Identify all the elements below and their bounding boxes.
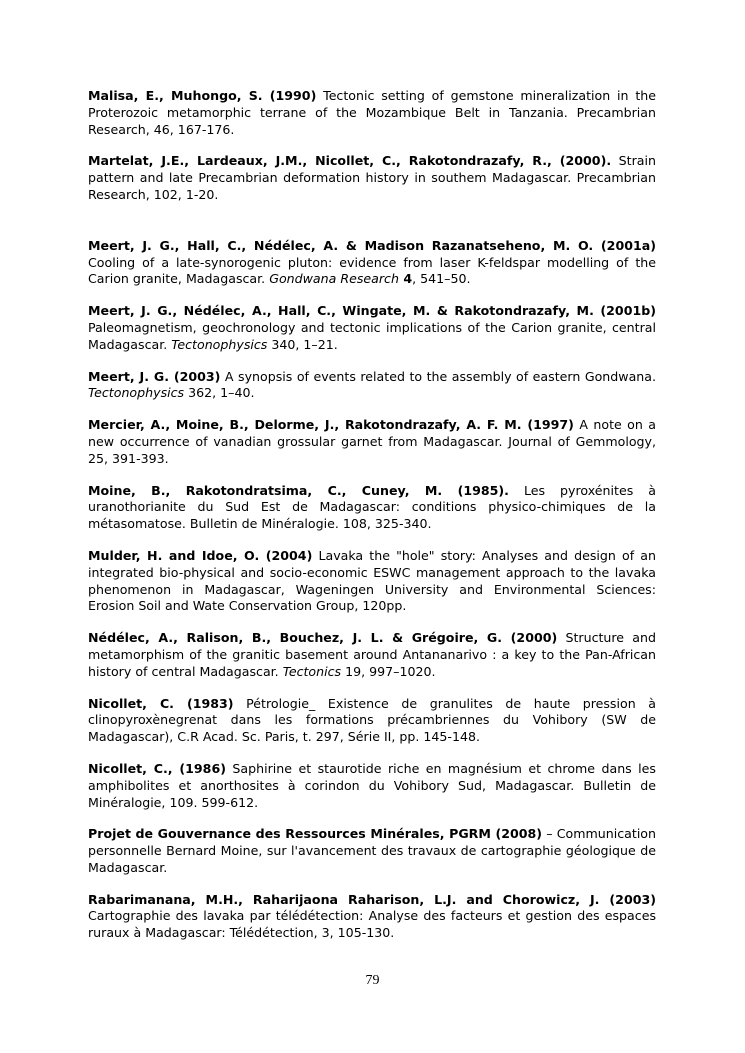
reference-authors: Mulder, H. and Idoe, O. (2004): [88, 547, 313, 563]
reference-text: – Communication personnelle Bernard Moine, sur l'avancement des travaux de cartographie géologique de Madagascar.: [88, 826, 656, 875]
page-number: 79: [365, 973, 380, 988]
reference-authors: Projet de Gouvernance des Ressources Minérales, PGRM (2008): [88, 826, 543, 842]
reference-item: [88, 303, 656, 353]
reference-text: Lavaka the "hole" story: Analyses and design of an integrated bio-physical and socio-economic ESWC management approach to the lavaka phenomenon in Madagascar, Wageningen University and Environmental Sciences: Erosion Soil and Wate Conservation Group, 120pp.: [88, 547, 656, 614]
reference-text: Les pyroxénites à uranothorianite du Sud Est de Madagascar: conditions physico-chimiques de la métasomatose. Bulletin de Minéralogie. 108, 325-340.: [88, 482, 656, 532]
reference-item: [88, 369, 656, 403]
reference-text: Strain pattern and late Precambrian deformation history in southem Madagascar. Precambrian Research, 102, 1-20.: [88, 153, 656, 202]
reference-item: [88, 88, 656, 138]
reference-item: [88, 630, 656, 680]
reference-journal: Tectonophysics: [88, 385, 185, 401]
reference-text: Saphirine et staurotide riche en magnésium et chrome dans les amphibolites et anorthosites à corindon du Vohibory Sud, Madagascar. Bulletin de Minéralogie, 109. 599-612.: [88, 760, 656, 810]
reference-journal: Tectonics: [282, 663, 342, 679]
reference-item: [88, 238, 656, 288]
reference-authors: Meert, J. G., Hall, C., Nédélec, A. & Madison Razanatseheno, M. O. (2001a): [88, 237, 656, 253]
reference-text: A note on a new occurrence of vanadian grossular garnet from Madagascar. Journal of Gemmology, 25, 391-393.: [88, 417, 657, 466]
reference-item: [88, 826, 656, 876]
reference-authors: Meert, J. G. (2003): [88, 368, 221, 384]
reference-journal: Tectonophysics: [171, 336, 268, 352]
reference-text: Pétrologie_ Existence de granulites de haute pression à clinopyroxènegrenat dans les formations précambriennes du Vohibory (SW de Madagascar), C.R Acad. Sc. Paris, t. 297, Série II, pp. 145-148.: [88, 695, 657, 745]
reference-volume: 4: [398, 271, 413, 287]
reference-pages: 340, 1–21.: [267, 336, 338, 352]
reference-text: Tectonic setting of gemstone mineralization in the Proterozoic metamorphic terrane of the Mozambique Belt in Tanzania. Precambrian Research, 46, 167-176.: [88, 88, 656, 137]
reference-authors: Nicollet, C. (1983): [88, 695, 234, 711]
reference-item: [88, 483, 656, 533]
reference-pages: , 541–50.: [412, 271, 471, 287]
reference-text: Cartographie des lavaka par télédétection: Analyse des facteurs et gestion des espaces ruraux à Madagascar: Télédétection, 3, 105-130.: [88, 908, 656, 941]
reference-authors: Moine, B., Rakotondratsima, C., Cuney, M. (1985).: [88, 482, 509, 498]
reference-item: [88, 892, 656, 942]
reference-text: A synopsis of events related to the assembly of eastern Gondwana.: [220, 368, 656, 384]
reference-authors: Nicollet, C., (1986): [88, 760, 226, 776]
reference-item: [88, 761, 656, 811]
reference-text: Structure and metamorphism of the granitic basement around Antananarivo : a key to the Pan-African history of central Madagascar.: [88, 630, 656, 679]
reference-list: [88, 88, 656, 957]
reference-pages: 362, 1–40.: [184, 385, 255, 401]
reference-authors: Nédélec, A., Ralison, B., Bouchez, J. L. & Grégoire, G. (2000): [88, 630, 558, 646]
reference-text: Cooling of a late-synorogenic pluton: evidence from laser K-feldspar modelling of the Carion granite, Madagascar.: [88, 254, 656, 287]
reference-authors: Martelat, J.E., Lardeaux, J.M., Nicollet, C., Rakotondrazafy, R., (2000).: [88, 153, 612, 169]
reference-item: [88, 696, 656, 746]
reference-item: [88, 153, 656, 203]
reference-authors: Malisa, E., Muhongo, S. (1990): [88, 88, 317, 103]
reference-journal: Gondwana Research: [269, 271, 399, 287]
reference-authors: Meert, J. G., Nédélec, A., Hall, C., Wingate, M. & Rakotondrazafy, M. (2001b): [88, 303, 656, 319]
reference-pages: 19, 997–1020.: [341, 663, 436, 679]
reference-authors: Mercier, A., Moine, B., Delorme, J., Rakotondrazafy, A. F. M. (1997): [88, 417, 574, 433]
reference-item: [88, 548, 656, 615]
reference-item: [88, 417, 656, 467]
reference-text: Paleomagnetism, geochronology and tectonic implications of the Carion granite, central Madagascar.: [88, 319, 656, 352]
reference-authors: Rabarimanana, M.H., Raharijaona Raharison, L.J. and Chorowicz, J. (2003): [88, 891, 656, 907]
